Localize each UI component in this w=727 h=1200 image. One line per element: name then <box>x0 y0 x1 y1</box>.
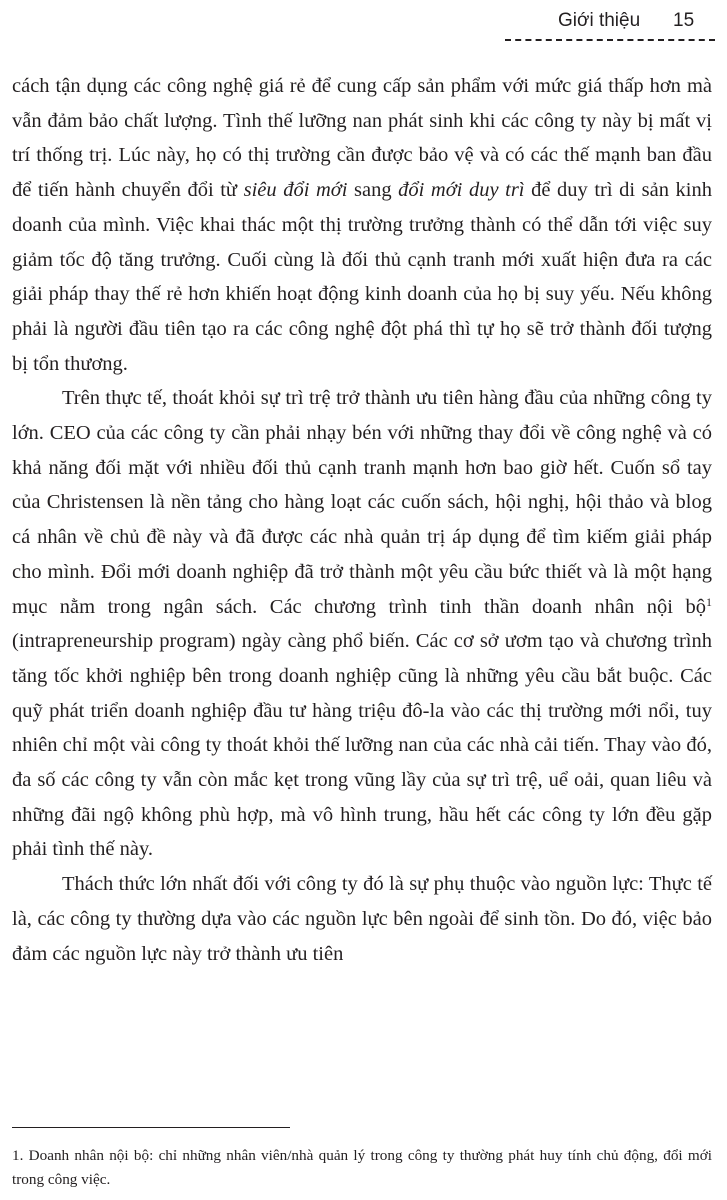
paragraph-1-part-3: để duy trì di sản kinh doanh của mình. Việc khai thác một thị trường trưởng thành có thể dẫn tới việc suy giảm tốc độ tăng trưởng. Cuối cùng là đối thủ cạnh tranh mới xuất hiện đưa ra các giải pháp thay thế rẻ hơn khiến hoạt động kinh doanh của họ bị suy yếu. Nếu không phải là người đầu tiên tạo ra các công nghệ đột phá thì tự họ sẽ trở thành đối tượng bị tổn thương. <box>12 179 712 375</box>
paragraph-1 <box>12 69 712 381</box>
paragraph-2-part-1: Trên thực tế, thoát khỏi sự trì trệ trở thành ưu tiên hàng đầu của những công ty lớn. CEO của các công ty cần phải nhạy bén với những thay đổi về công nghệ và có khả năng đối mặt với nhiều đối thủ cạnh tranh mạnh hơn bao giờ hết. Cuốn sổ tay của Christensen là nền tảng cho hàng loạt các cuốn sách, hội nghị, hội thảo và blog cá nhân về chủ đề này và đã được các nhà quản trị áp dụng để tìm kiếm giải pháp cho mình. Đổi mới doanh nghiệp đã trở thành một yêu cầu bức thiết và là một hạng mục nằm trong ngân sách. Các chương trình tinh thần doanh nhân nội bộ <box>12 387 712 618</box>
paragraph-1-part-1: cách tận dụng các công nghệ giá rẻ để cung cấp sản phẩm với mức giá thấp hơn mà vẫn đảm bảo chất lượng. Tình thế lưỡng nan phát sinh khi các công ty này bị mất vị trí thống trị. Lúc này, họ có thị trường cần được bảo vệ và có các thế mạnh ban đầu để tiến hành chuyển đổi từ <box>12 75 712 202</box>
italic-term-doi-moi-duy-tri: đổi mới duy trì <box>398 179 525 202</box>
footnote-reference: 1 <box>706 594 712 609</box>
running-header <box>505 6 715 36</box>
paragraph-2 <box>12 381 712 867</box>
page-number: 15 <box>673 10 695 31</box>
italic-term-sieu-doi-moi: siêu đổi mới <box>243 179 348 202</box>
body-text <box>12 69 712 971</box>
paragraph-1-part-2: sang <box>347 179 399 202</box>
header-dashed-rule <box>505 39 715 41</box>
footnote: 1. Doanh nhân nội bộ: chỉ những nhân viên/nhà quản lý trong công ty thường phát huy tính chủ động, đổi mới trong công việc. <box>12 1147 712 1188</box>
section-title: Giới thiệu <box>558 10 641 31</box>
paragraph-3: Thách thức lớn nhất đối với công ty đó là sự phụ thuộc vào nguồn lực: Thực tế là, các công ty thường dựa vào các nguồn lực bên ngoài để sinh tồn. Do đó, việc bảo đảm các nguồn lực này trở thành ưu tiên <box>12 873 712 965</box>
paragraph-2-part-2: (intrapreneurship program) ngày càng phổ biến. Các cơ sở ươm tạo và chương trình tăng tốc khởi nghiệp bên trong doanh nghiệp cũng là những yêu cầu bắt buộc. Các quỹ phát triển doanh nghiệp đầu tư hàng triệu đô-la vào các thị trường mới nổi, tuy nhiên chỉ một vài công ty thoát khỏi thế lưỡng nan của các nhà cải tiến. Thay vào đó, đa số các công ty vẫn còn mắc kẹt trong vũng lầy của sự trì trệ, uể oải, quan liêu và những đãi ngộ không phù hợp, mà vô hình trung, hầu hết các công ty lớn đều gặp phải tình thế này. <box>12 630 712 861</box>
footnote-separator <box>12 1127 290 1128</box>
